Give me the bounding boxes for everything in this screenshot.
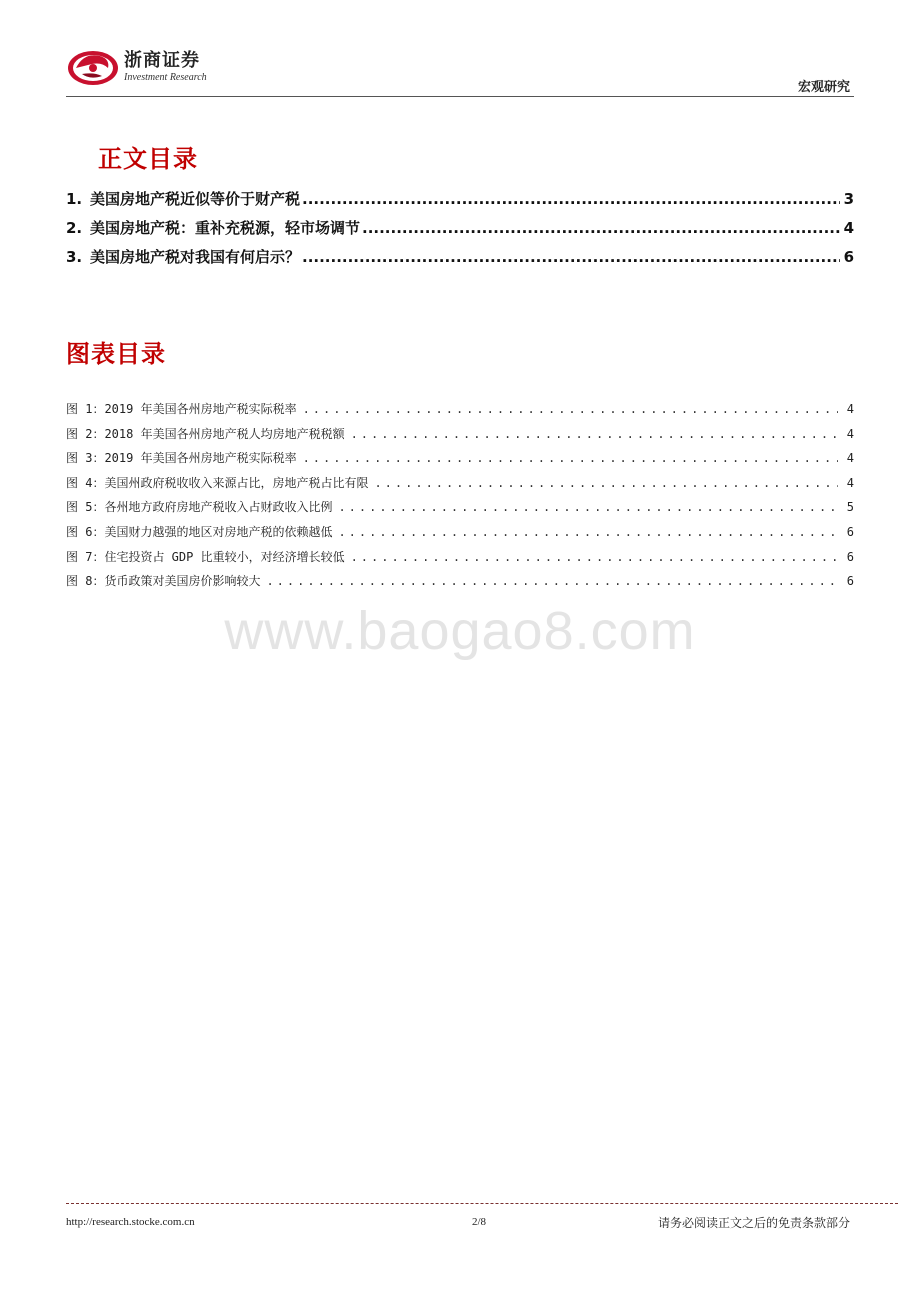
figure-list-item-page: 6 (846, 574, 854, 589)
toc-item-page: 6 (843, 248, 854, 266)
figure-list-item[interactable] (66, 400, 854, 425)
figure-list-item[interactable] (66, 425, 854, 450)
page-footer (66, 1214, 850, 1232)
table-of-contents (66, 188, 854, 275)
leader-dots (303, 451, 838, 465)
figure-list-item[interactable] (66, 474, 854, 499)
figure-list-item-label: 图 7：住宅投资占 GDP 比重较小，对经济增长较低 (66, 549, 345, 564)
figure-list (66, 400, 854, 597)
leader-dots (338, 525, 838, 539)
header-divider (66, 96, 854, 97)
figure-list-item-page: 5 (846, 500, 854, 515)
page-header (66, 38, 852, 96)
toc-item-number: 2. (66, 219, 83, 237)
brand-name: 浙商证券 (124, 50, 200, 71)
company-logo-icon (66, 44, 120, 88)
figure-list-title: 图表目录 (66, 340, 166, 368)
leader-dots (351, 550, 838, 564)
figure-list-item-label: 图 1：2019 年美国各州房地产税实际税率 (66, 402, 297, 416)
figure-list-item-label: 图 8：货币政策对美国房价影响较大 (66, 574, 261, 589)
footer-divider (66, 1203, 898, 1204)
leader-dots (338, 500, 838, 514)
toc-item-text: 美国房地产税近似等价于财产税 (90, 190, 301, 208)
section-label: 宏观研究 (797, 80, 850, 95)
figure-list-item-label: 图 5：各州地方政府房地产税收入占财政收入比例 (66, 500, 333, 515)
toc-item[interactable] (66, 217, 854, 246)
toc-item-page: 3 (843, 190, 854, 208)
disclaimer-note: 请务必阅读正文之后的免责条款部分 (657, 1216, 850, 1230)
figure-list-item-label: 图 6：美国财力越强的地区对房地产税的依赖越低 (66, 524, 333, 539)
figure-list-item[interactable] (66, 498, 854, 523)
page-number: 2/8 (472, 1216, 487, 1228)
figure-list-item-label: 图 3：2019 年美国各州房地产税实际税率 (66, 451, 297, 466)
brand-subtitle: Investment Research (124, 72, 207, 83)
toc-item-text: 美国房地产税对我国有何启示？ (90, 248, 301, 266)
figure-list-item[interactable] (66, 572, 854, 597)
figure-list-item-page: 4 (846, 426, 854, 441)
leader-dots (303, 402, 838, 416)
figure-list-item[interactable] (66, 449, 854, 474)
figure-list-item-label: 图 2：2018 年美国各州房地产税人均房地产税税额 (66, 426, 345, 441)
figure-list-item-page: 4 (846, 475, 854, 490)
figure-list-item[interactable] (66, 548, 854, 573)
leader-dots (374, 476, 838, 490)
watermark: www.baogao8.com (224, 601, 696, 661)
toc-item-text: 美国房地产税：重补充税源，轻市场调节 (90, 219, 361, 237)
figure-list-item-page: 4 (846, 402, 854, 416)
figure-list-item-page: 6 (846, 549, 854, 564)
toc-title: 正文目录 (98, 145, 198, 173)
toc-item-page: 4 (843, 219, 854, 237)
leader-dots (362, 219, 840, 237)
toc-item[interactable] (66, 188, 854, 217)
leader-dots (302, 190, 840, 208)
leader-dots (351, 427, 838, 441)
figure-list-item[interactable] (66, 523, 854, 548)
leader-dots (266, 574, 838, 588)
toc-item[interactable] (66, 246, 854, 275)
figure-list-item-page: 6 (846, 524, 854, 539)
toc-item-number: 1. (66, 190, 83, 208)
footer-url-link[interactable]: http://research.stocke.com.cn (66, 1216, 195, 1228)
leader-dots (302, 248, 840, 266)
figure-list-item-label: 图 4：美国州政府税收收入来源占比，房地产税占比有限 (66, 475, 369, 490)
toc-item-number: 3. (66, 248, 83, 266)
figure-list-item-page: 4 (846, 451, 854, 466)
